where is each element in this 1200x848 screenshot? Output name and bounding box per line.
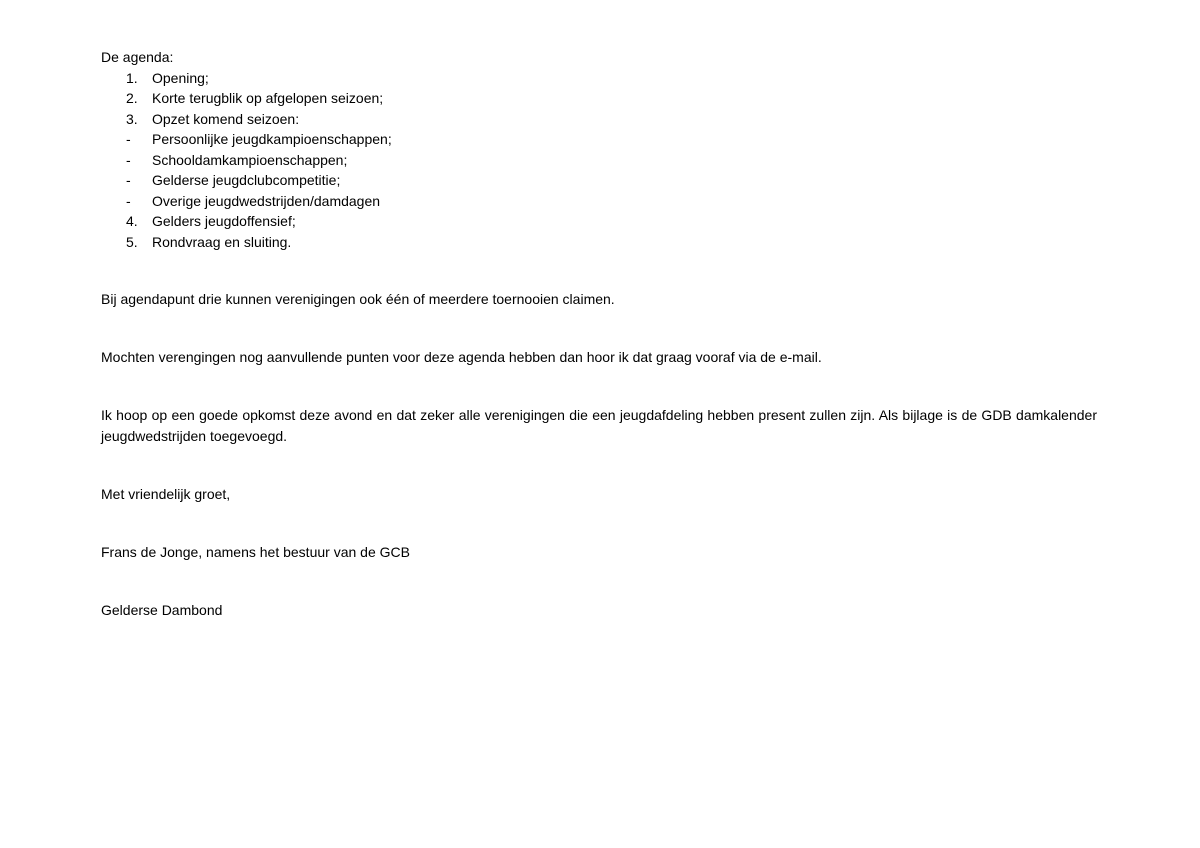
greeting: Met vriendelijk groet, <box>101 486 231 502</box>
claim-paragraph: Bij agendapunt drie kunnen verenigingen ook één of meerdere toernooien claimen. <box>101 291 615 307</box>
agenda-list <box>101 68 1097 253</box>
agenda-item-marker: - <box>126 151 131 168</box>
agenda-item <box>101 232 1097 253</box>
agenda-item-text: Gelders jeugdoffensief; <box>152 213 296 229</box>
letter-page <box>101 47 1097 621</box>
attendance-paragraph: Ik hoop op een goede opkomst deze avond en dat zeker alle verenigingen die een jeugdafdeling hebben present zullen zijn. Als bijlage is de GDB damkalender jeugdwedstrijden toegevoegd. <box>101 407 1097 444</box>
agenda-item-text: Persoonlijke jeugdkampioenschappen; <box>152 131 392 147</box>
agenda-item-text: Overige jeugdwedstrijden/damdagen <box>152 192 381 209</box>
signature: Frans de Jonge, namens het bestuur van de GCB <box>101 544 410 560</box>
agenda-subitem <box>101 191 1097 212</box>
organization-name: Gelderse Dambond <box>101 602 223 618</box>
agenda-item-marker: 1. <box>126 69 138 86</box>
agenda-item <box>101 88 1097 109</box>
agenda-item-marker: 2. <box>126 90 138 106</box>
agenda-item-text: Rondvraag en sluiting. <box>152 233 292 250</box>
agenda-heading: De agenda: <box>101 49 174 65</box>
agenda-subitem <box>101 129 1097 150</box>
agenda-item-text: Korte terugblik op afgelopen seizoen; <box>152 90 384 106</box>
agenda-item-marker: 4. <box>126 213 138 229</box>
agenda-item <box>101 211 1097 232</box>
agenda-subitem <box>101 150 1097 171</box>
agenda-item-text: Opzet komend seizoen: <box>152 110 300 127</box>
agenda-subitem <box>101 170 1097 191</box>
agenda-item <box>101 109 1097 130</box>
agenda-item-marker: - <box>126 172 131 188</box>
extra-points-paragraph: Mochten verengingen nog aanvullende punten voor deze agenda hebben dan hoor ik dat graag vooraf via de e-mail. <box>101 349 822 365</box>
agenda-item-marker: 3. <box>126 110 138 127</box>
agenda-item-marker: - <box>126 131 131 147</box>
agenda-item-text: Schooldamkampioenschappen; <box>152 151 348 168</box>
agenda-item-marker: - <box>126 192 131 209</box>
agenda-item <box>101 68 1097 89</box>
agenda-item-text: Opening; <box>152 69 209 86</box>
agenda-item-marker: 5. <box>126 233 138 250</box>
agenda-item-text: Gelderse jeugdclubcompetitie; <box>152 172 341 188</box>
